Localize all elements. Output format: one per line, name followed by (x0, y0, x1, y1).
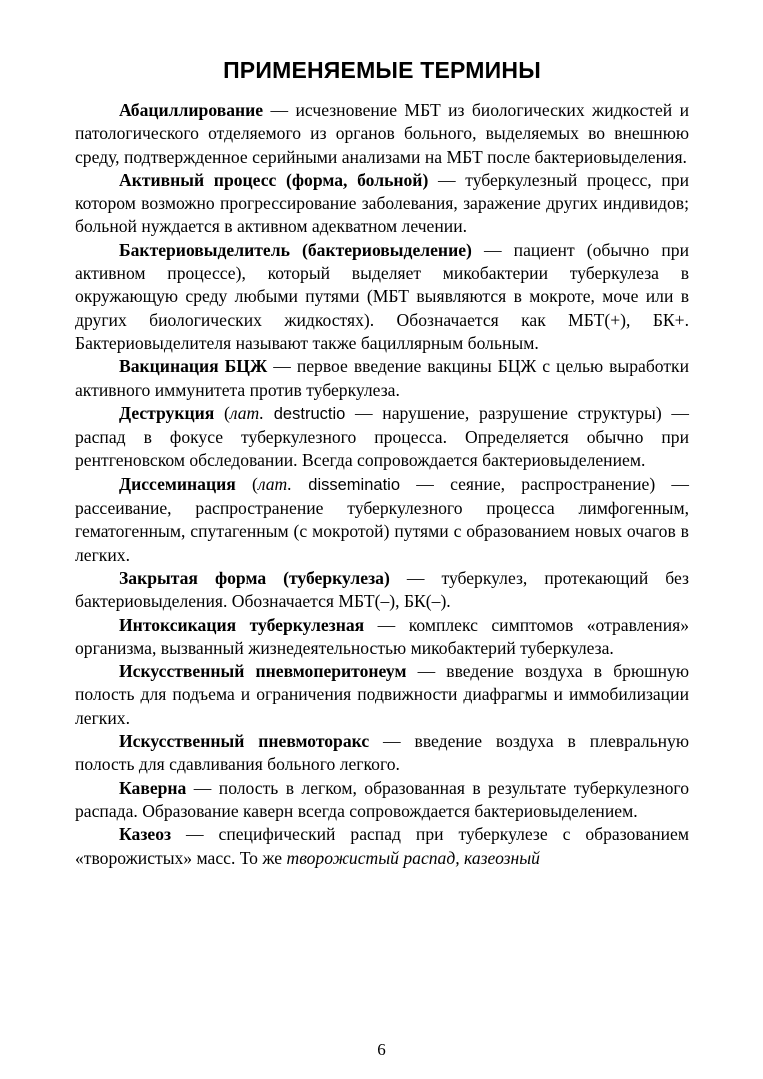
entry-bcg-vaccination (75, 355, 689, 402)
entry-definition: — сеяние, распространение) — рассеивание, распространение туберкулезного процесса лимфогенным, гематогенным, спутагенным (с мокротой) путями с образованием новых очагов в легких. (75, 473, 690, 565)
entry-term: Бактериовыделитель (бактериовыделение) (119, 239, 472, 260)
entry-definition: — введение воздуха в брюшную полость для подъема и ограничения подвижности диафрагмы и иммобилизации легких. (75, 661, 690, 728)
entry-definition: — туберкулез, протекающий без бактериовыделения. Обозначается МБТ(–), БК(–). (75, 567, 689, 612)
entry-active-process (75, 169, 689, 239)
entry-cavern (75, 777, 689, 824)
entry-paren-open: ( (214, 402, 230, 423)
entry-term: Диссеминация (119, 473, 236, 494)
entry-term: Вакцинация БЦЖ (119, 356, 268, 377)
entry-lang-abbr: лат. (229, 402, 264, 423)
entry-definition: — исчезновение МБТ из биологических жидкостей и патологического отделяемого из органов больного, выделяемых во внешнюю среду, подтвержденное серийными анализами на МБТ после бактериовыделения. (75, 100, 689, 167)
entry-closed-form (75, 567, 689, 614)
entry-pneumothorax (75, 730, 689, 777)
entry-pneumoperitoneum (75, 660, 689, 730)
page-body (75, 55, 689, 870)
entry-abacillation (75, 99, 689, 169)
entry-term: Деструкция (119, 402, 215, 423)
entry-paren-open: ( (235, 473, 258, 494)
entry-definition: — полость в легком, образованная в результате туберкулезного распада. Образование каверн всегда сопровождается бактериовыделением. (75, 777, 689, 821)
entry-definition: — комплекс симптомов «отравления» организма, вызванный жизнедеятельностью микобактерий туберкулеза. (75, 614, 689, 658)
entry-synonym: творожистый распад, казеозный (286, 847, 540, 868)
entry-latin-word: destructio (263, 404, 346, 423)
entry-definition: — нарушение, разрушение структуры) — распад в фокусе туберкулезного процесса. Определяется обычно при рентгеновском обследовании. Всегда сопровождается бактериовыделением. (75, 402, 689, 471)
entry-definition: — первое введение вакцины БЦЖ с целью выработки активного иммунитета против туберкулеза. (75, 356, 689, 400)
entry-dissemination (75, 473, 689, 567)
entry-term: Каверна (119, 777, 187, 798)
page-number: 6 (377, 1040, 386, 1059)
page-title: ПРИМЕНЯЕМЫЕ ТЕРМИНЫ (223, 57, 541, 83)
entry-term: Искусственный пневмоперитонеум (119, 661, 407, 682)
entry-term: Искусственный пневмоторакс (119, 731, 370, 752)
entry-bacteria-excretor (75, 239, 689, 355)
entry-definition: — введение воздуха в плевральную полость для сдавливания больного легкого. (75, 731, 689, 775)
entry-intoxication (75, 614, 689, 661)
entry-term: Закрытая форма (туберкулеза) (119, 567, 390, 588)
entry-term: Активный процесс (форма, больной) (119, 169, 429, 190)
entry-destruction (75, 402, 689, 473)
entry-term: Интоксикация туберкулезная (119, 614, 365, 635)
entry-definition: — туберкулезный процесс, при котором возможно прогрессирование заболевания, заражение других индивидов; больной нуждается в активном адекватном лечении. (75, 169, 690, 237)
entry-term: Абациллирование (119, 100, 264, 120)
entry-definition: — специфический распад при туберкулезе с образованием «творожистых» масс. То же (75, 824, 689, 868)
entry-term: Казеоз (119, 824, 172, 845)
entry-latin-word: disseminatio (291, 475, 400, 494)
entry-lang-abbr: лат. (257, 473, 292, 494)
entry-definition: — пациент (обычно при активном процессе), который выделяет микобактерии туберкулеза в окружающую среду любыми путями (МБТ выявляются в мокроте, моче или в других биологических жидкостях). Обозначается как МБТ(+), БК+. Бактериовыделителя называют также бациллярным больным. (75, 239, 689, 353)
entry-caseosis (75, 823, 689, 870)
